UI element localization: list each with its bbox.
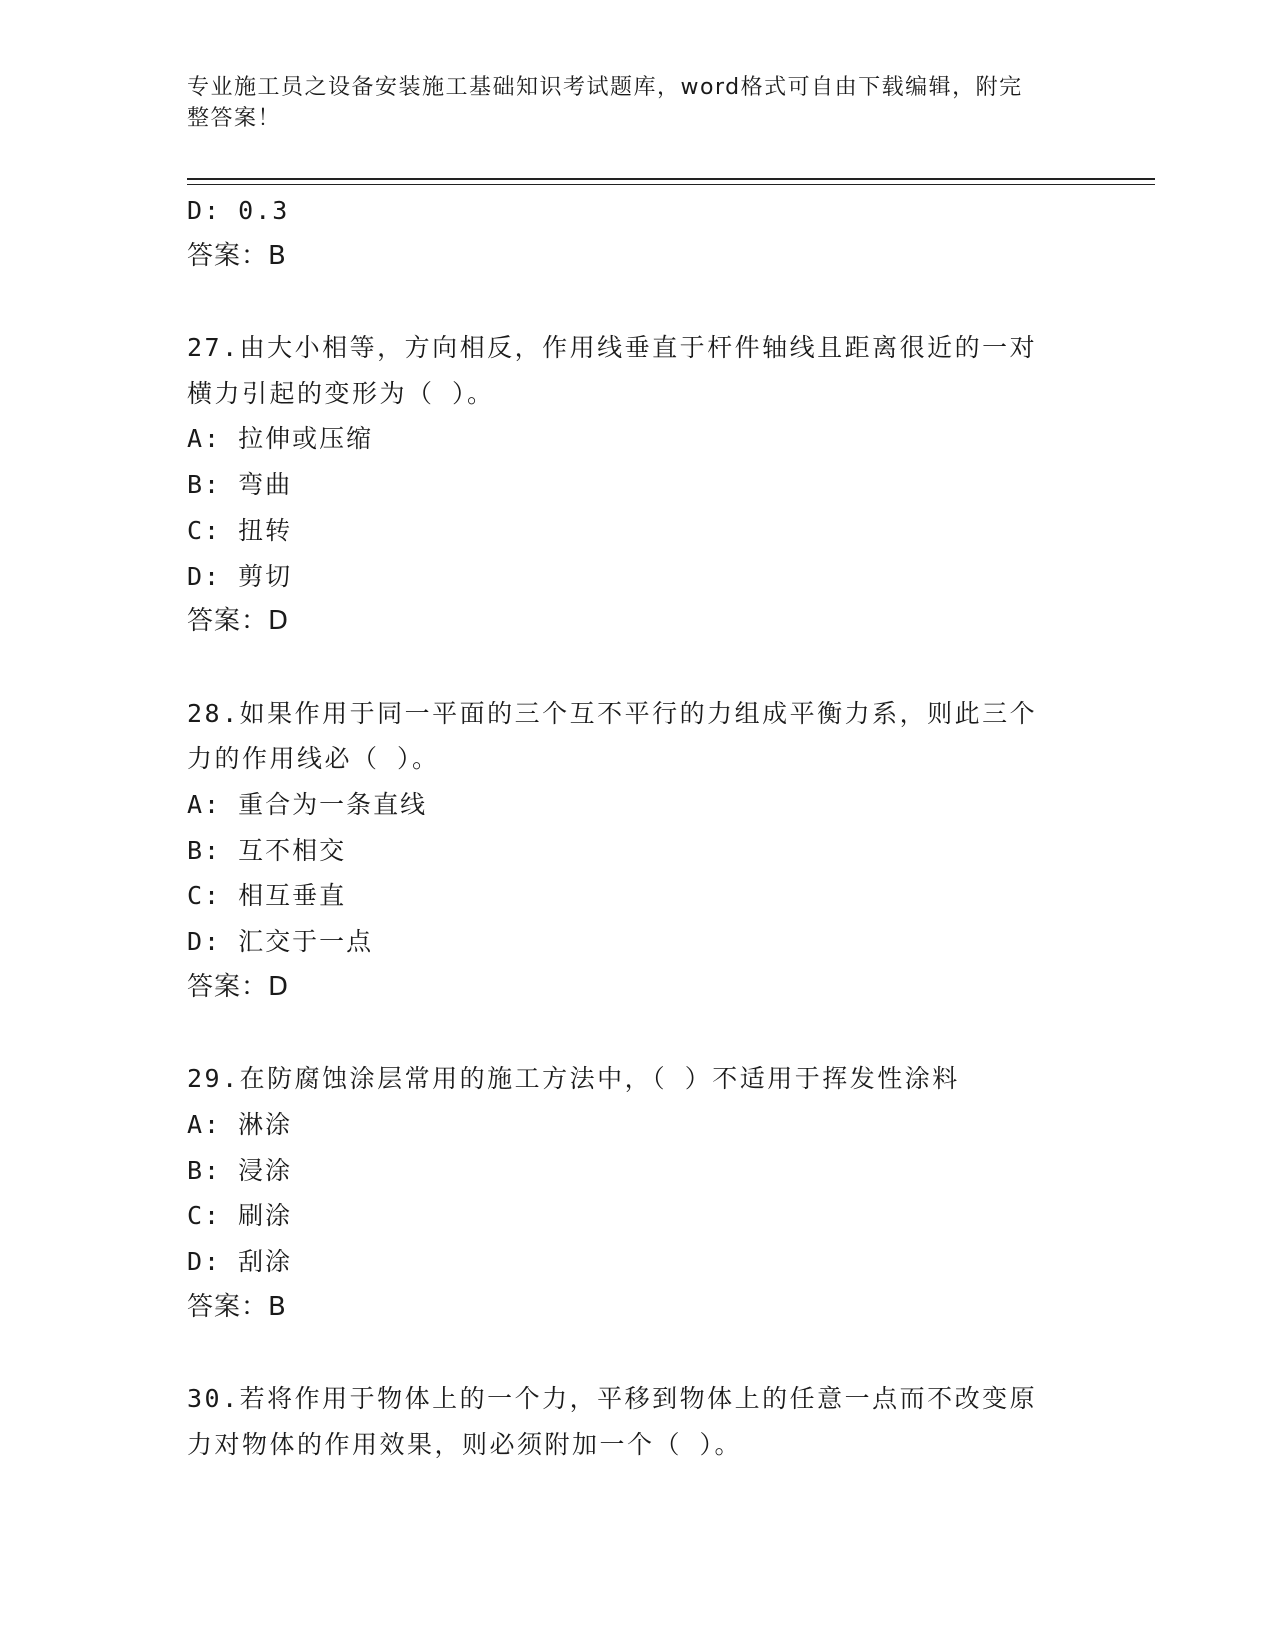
- spacer: [187, 279, 1155, 325]
- question-stem-line: 横力引起的变形为（ ）。: [187, 378, 495, 408]
- spacer: [187, 1330, 1155, 1376]
- answer-text: 答案：D: [187, 971, 290, 1002]
- question-30: [187, 1376, 1155, 1467]
- question-stem-line: 30.若将作用于物体上的一个力，平移到物体上的任意一点而不改变原: [187, 1383, 1038, 1413]
- question-28: [187, 691, 1155, 1011]
- header-divider-thin: [187, 184, 1155, 185]
- question-stem-line: 29.在防腐蚀涂层常用的施工方法中，（ ）不适用于挥发性涂料: [187, 1064, 960, 1094]
- question-stem-line: 力的作用线必（ ）。: [187, 744, 440, 774]
- option-b: B: 弯曲: [187, 470, 293, 500]
- option-d: D: 0.3: [187, 196, 290, 225]
- question-27: [187, 325, 1155, 645]
- option-c: C: 相互垂直: [187, 881, 347, 911]
- option-d: D: 剪切: [187, 561, 293, 591]
- option-a: A: 重合为一条直线: [187, 790, 428, 819]
- answer-text: 答案：D: [187, 606, 290, 637]
- question-29: [187, 1056, 1155, 1330]
- header-divider-thick: [187, 178, 1155, 180]
- answer-text: 答案：B: [187, 1291, 287, 1322]
- option-d: D: 汇交于一点: [187, 927, 374, 957]
- question-stem-line: 力对物体的作用效果，则必须附加一个（ ）。: [187, 1429, 743, 1459]
- question-stem-line: 28.如果作用于同一平面的三个互不平行的力组成平衡力系，则此三个: [187, 698, 1038, 728]
- option-c: C: 扭转: [187, 515, 293, 545]
- header-title-line-1: 专业施工员之设备安装施工基础知识考试题库，word格式可自由下载编辑，附完: [187, 75, 1023, 100]
- option-d: D: 刮涂: [187, 1246, 293, 1276]
- spacer: [187, 645, 1155, 691]
- question-stem-line: 27.由大小相等，方向相反，作用线垂直于杆件轴线且距离很近的一对: [187, 333, 1038, 363]
- header-title-line-2: 整答案！: [187, 106, 282, 131]
- answer-text: 答案：B: [187, 240, 287, 271]
- document-header: [187, 72, 1067, 134]
- option-b: B: 浸涂: [187, 1155, 293, 1185]
- question-list: [187, 188, 1155, 1467]
- option-b: B: 互不相交: [187, 835, 347, 865]
- option-c: C: 刷涂: [187, 1201, 293, 1231]
- option-a: A: 淋涂: [187, 1109, 293, 1139]
- spacer: [187, 1010, 1155, 1056]
- option-a: A: 拉伸或压缩: [187, 424, 374, 454]
